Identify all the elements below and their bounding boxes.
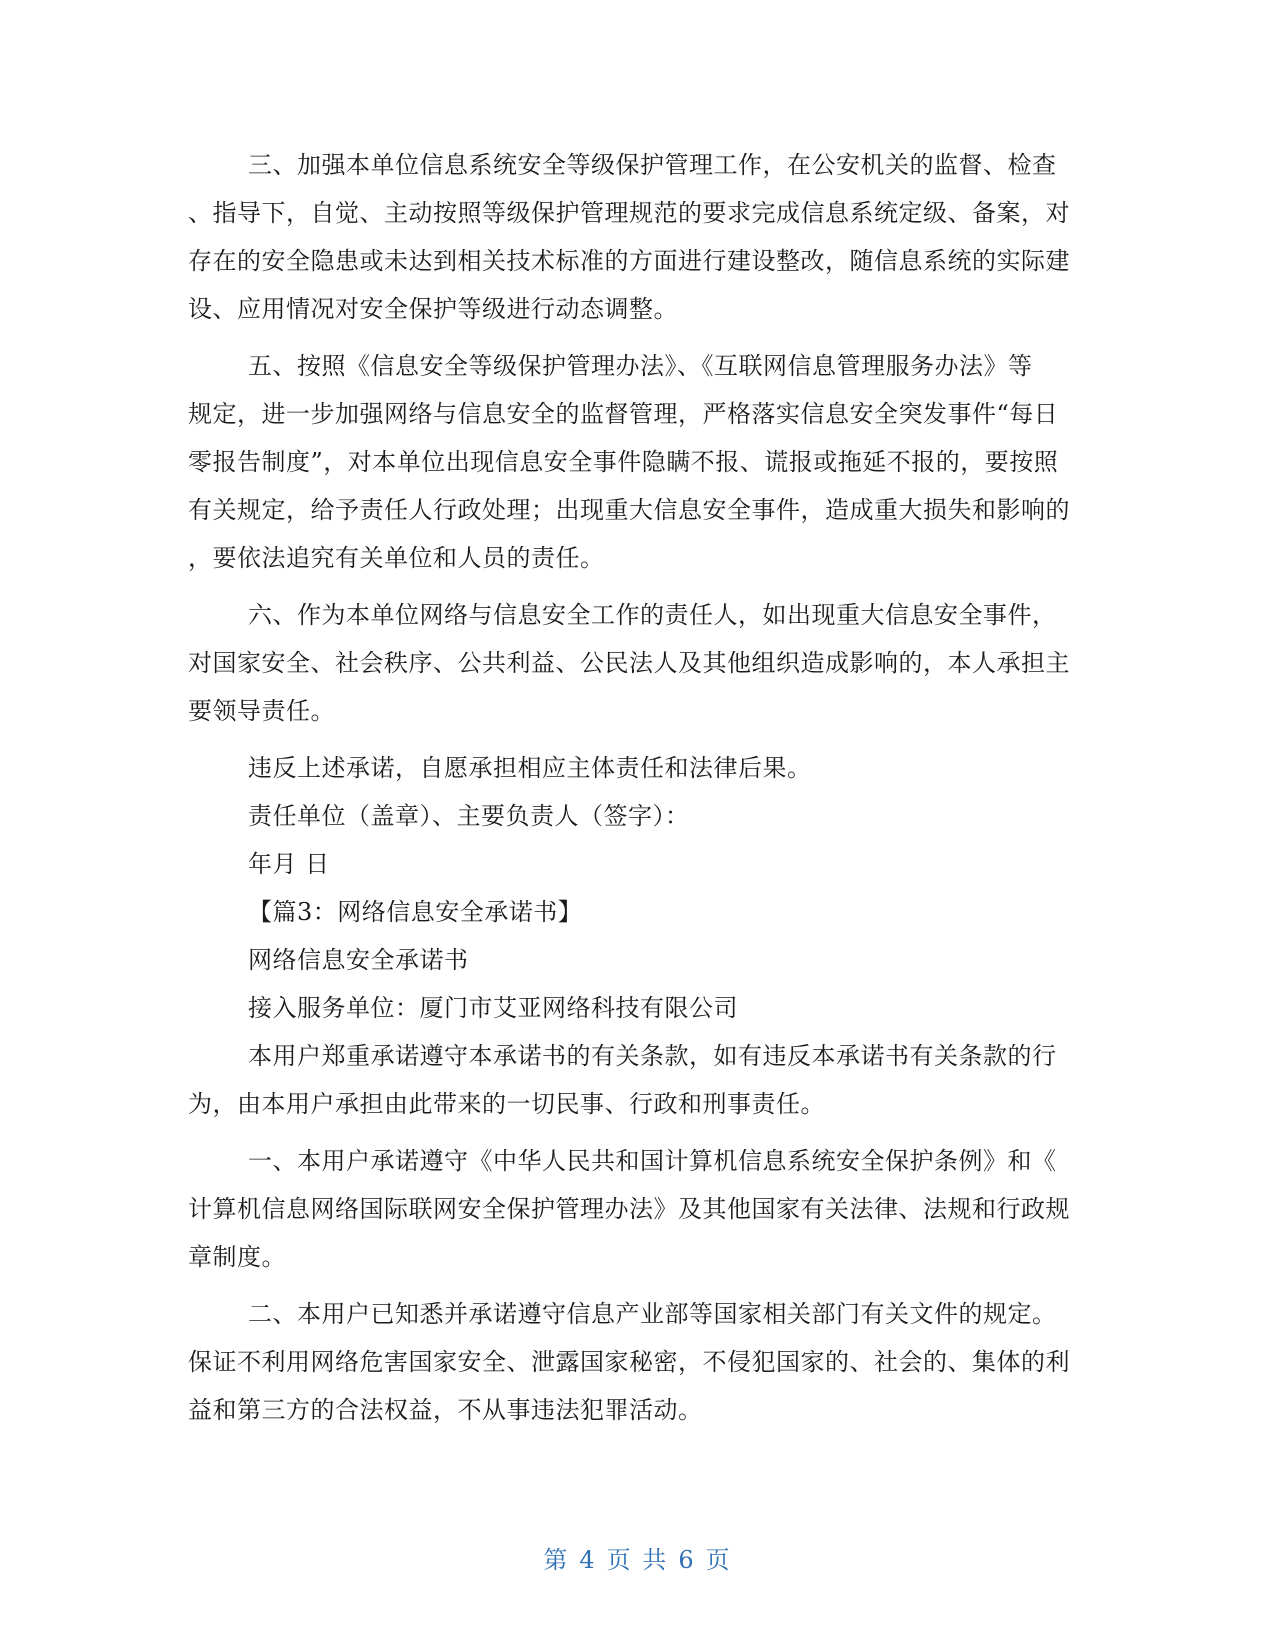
footer-suffix: 页: [705, 1546, 732, 1574]
pledge-item-1: [188, 1137, 1088, 1281]
section-heading: [188, 888, 1088, 936]
text-line: 保证不利用网络危害国家安全、泄露国家秘密，不侵犯国家的、社会的、集体的利: [188, 1348, 1070, 1376]
text-line: 益和第三方的合法权益，不从事违法犯罪活动。: [188, 1396, 703, 1424]
paragraph-5: [188, 342, 1088, 582]
text-line: ，要依法追究有关单位和人员的责任。: [188, 544, 605, 572]
text-line: 章制度。: [188, 1243, 286, 1271]
text-line: 设、应用情况对安全保护等级进行动态调整。: [188, 295, 678, 323]
text-line: 接入服务单位：厦门市艾亚网络科技有限公司: [248, 994, 738, 1022]
text-line: 【篇3：网络信息安全承诺书】: [248, 898, 583, 926]
paragraph-3: [188, 141, 1088, 333]
text-line: 网络信息安全承诺书: [248, 946, 469, 974]
text-line: 有关规定，给予责任人行政处理；出现重大信息安全事件，造成重大损失和影响的: [188, 496, 1070, 524]
text-line: 零报告制度”，对本单位出现信息安全事件隐瞒不报、谎报或拖延不报的，要按照: [188, 448, 1059, 476]
violation-statement: [188, 744, 1088, 792]
page-footer: [0, 1542, 1275, 1578]
text-line: 三、加强本单位信息系统安全等级保护管理工作，在公安机关的监督、检查: [248, 151, 1057, 179]
paragraph-6: [188, 591, 1088, 735]
text-line: 一、本用户承诺遵守《中华人民共和国计算机信息系统安全保护条例》和《: [248, 1147, 1057, 1175]
text-line: 本用户郑重承诺遵守本承诺书的有关条款，如有违反本承诺书有关条款的行: [248, 1042, 1057, 1070]
date-line: [188, 840, 1088, 888]
current-page-number: 4: [579, 1546, 597, 1574]
text-line: 规定，进一步加强网络与信息安全的监督管理，严格落实信息安全突发事件“每日: [188, 400, 1059, 428]
text-line: 存在的安全隐患或未达到相关技术标准的方面进行建设整改，随信息系统的实际建: [188, 247, 1070, 275]
user-pledge-intro: [188, 1032, 1088, 1128]
document-title: [188, 936, 1088, 984]
footer-middle: 页 共: [606, 1546, 669, 1574]
total-page-count: 6: [678, 1546, 696, 1574]
service-unit: [188, 984, 1088, 1032]
text-line: 五、按照《信息安全等级保护管理办法》、《互联网信息管理服务办法》等: [248, 352, 1033, 380]
text-line: 二、本用户已知悉并承诺遵守信息产业部等国家相关部门有关文件的规定。: [248, 1300, 1057, 1328]
text-line: 为，由本用户承担由此带来的一切民事、行政和刑事责任。: [188, 1090, 825, 1118]
pledge-item-2: [188, 1290, 1088, 1434]
text-line: 要领导责任。: [188, 697, 335, 725]
text-line: 年月 日: [248, 850, 330, 878]
text-line: 责任单位（盖章）、主要负责人（签字）：: [248, 802, 690, 830]
text-line: 六、作为本单位网络与信息安全工作的责任人，如出现重大信息安全事件，: [248, 601, 1057, 629]
text-line: 违反上述承诺，自愿承担相应主体责任和法律后果。: [248, 754, 812, 782]
text-line: 计算机信息网络国际联网安全保护管理办法》及其他国家有关法律、法规和行政规: [188, 1195, 1070, 1223]
text-line: 、指导下，自觉、主动按照等级保护管理规范的要求完成信息系统定级、备案，对: [188, 199, 1070, 227]
text-line: 对国家安全、社会秩序、公共利益、公民法人及其他组织造成影响的，本人承担主: [188, 649, 1070, 677]
footer-prefix: 第: [543, 1546, 570, 1574]
document-body: [188, 141, 1088, 1434]
signature-line: [188, 792, 1088, 840]
